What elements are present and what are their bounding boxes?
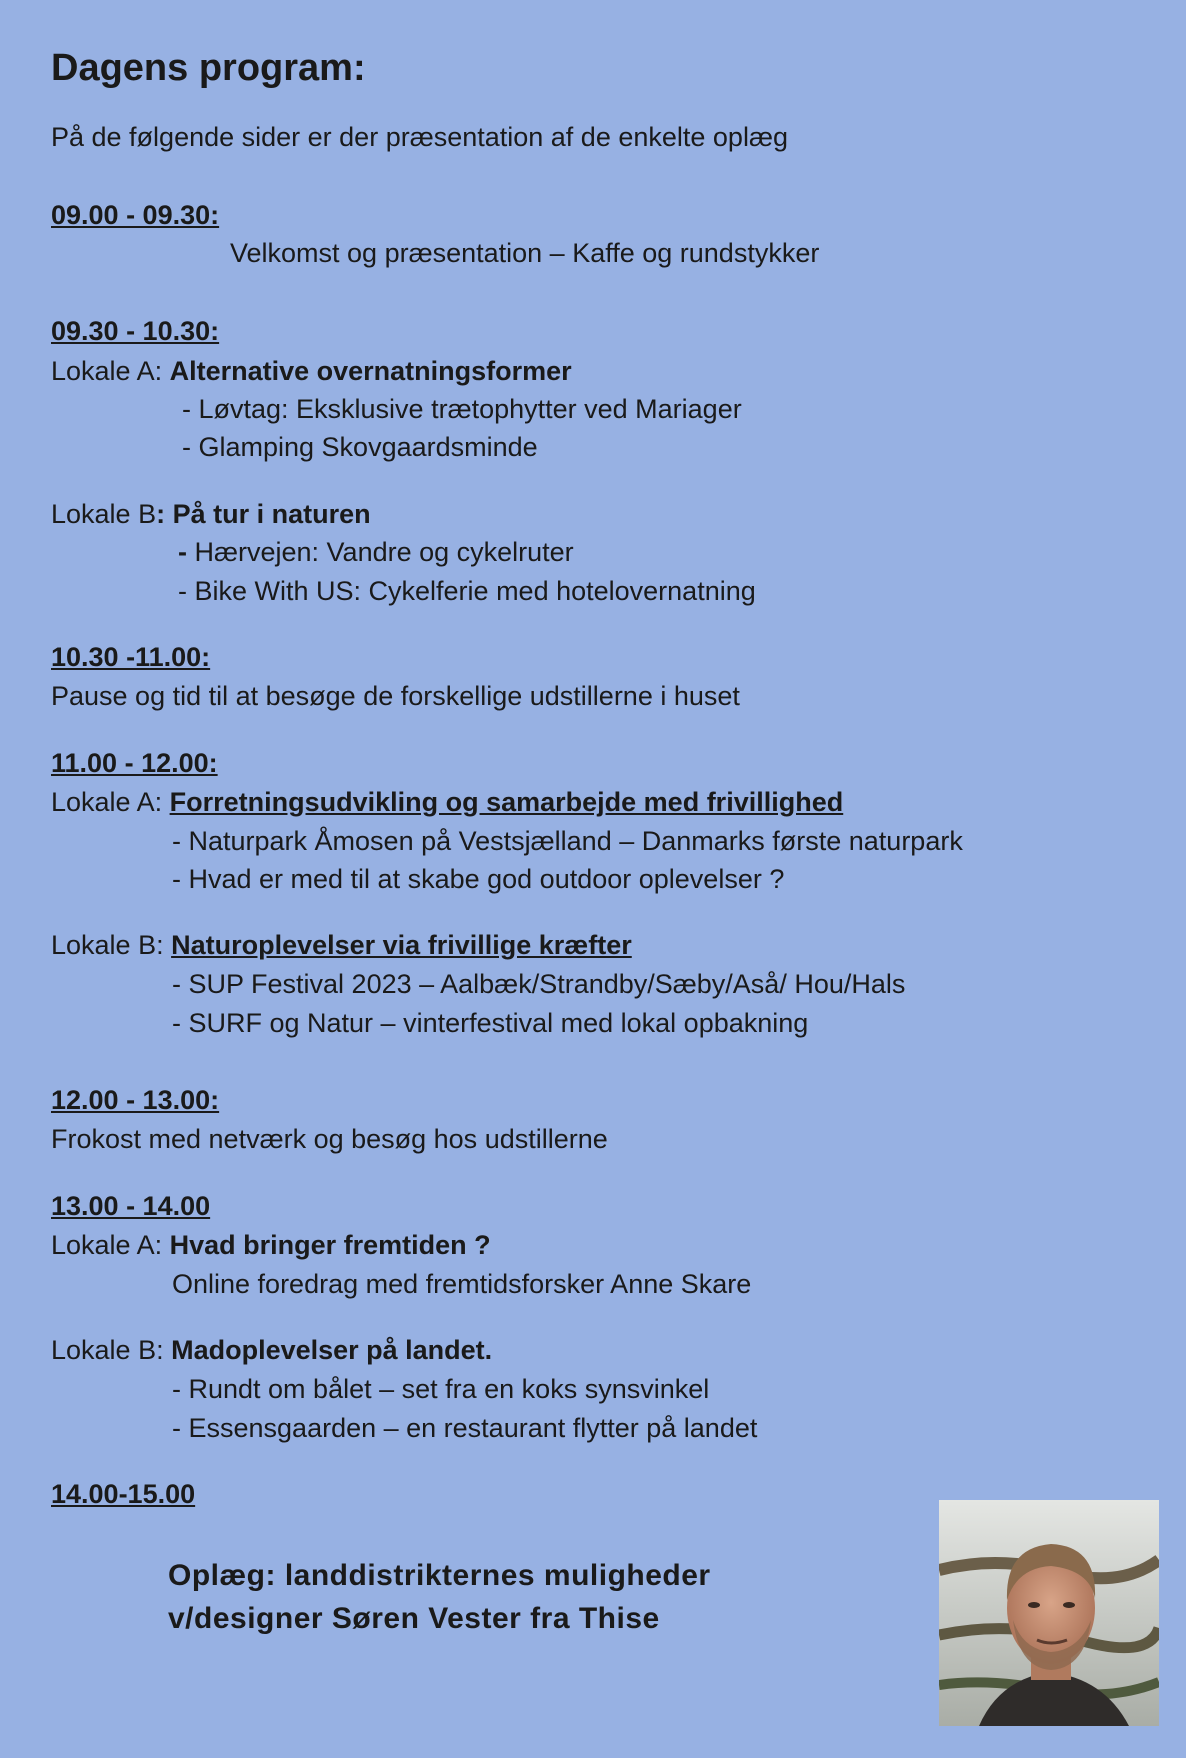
room-label: Lokale B: xyxy=(51,930,172,960)
time-slot-1030: 10.30 -11.00: xyxy=(51,642,211,672)
time-slot-1400: 14.00-15.00 xyxy=(51,1479,196,1509)
room-label: Lokale A: xyxy=(51,787,170,817)
list-item: - SUP Festival 2023 – Aalbæk/Strandby/Sæby/Aså/ Hou/Hals xyxy=(172,969,906,999)
speaker-line: v/designer Søren Vester fra Thise xyxy=(168,1602,660,1635)
room-b-line xyxy=(51,497,371,531)
room-b-line xyxy=(51,1333,492,1367)
closing-talk-title: Oplæg: landdistrikternes muligheder xyxy=(168,1559,711,1592)
list-item: Online foredrag med fremtidsforsker Anne Skare xyxy=(172,1269,752,1299)
intro-text: På de følgende sider er der præsentation af de enkelte oplæg xyxy=(51,122,788,152)
time-slot-1200: 12.00 - 13.00: xyxy=(51,1085,220,1115)
session-title: Naturoplevelser via frivillige kræfter xyxy=(171,930,632,960)
room-b-line xyxy=(51,928,632,962)
list-item: - Naturpark Åmosen på Vestsjælland – Danmarks første naturpark xyxy=(172,826,963,856)
list-item: - Hvad er med til at skabe god outdoor oplevelser ? xyxy=(172,864,785,894)
list-item: - Løvtag: Eksklusive trætophytter ved Mariager xyxy=(182,394,742,424)
room-a-line xyxy=(51,354,572,388)
room-a-line xyxy=(51,785,843,819)
session-title: Hvad bringer fremtiden ? xyxy=(169,1230,491,1260)
time-slot-1300: 13.00 - 14.00 xyxy=(51,1191,211,1221)
session-title: Forretningsudvikling og samarbejde med frivillighed xyxy=(169,787,844,817)
room-a-line xyxy=(51,1228,491,1262)
room-label: Lokale A: xyxy=(51,356,170,386)
list-item: - SURF og Natur – vinterfestival med lokal opbakning xyxy=(172,1008,809,1038)
time-slot-0900: 09.00 - 09.30: xyxy=(51,200,220,230)
room-label: Lokale A: xyxy=(51,1230,170,1260)
room-label: Lokale B: xyxy=(51,1335,172,1365)
speaker-portrait-image xyxy=(939,1500,1159,1726)
page-title: Dagens program: xyxy=(51,47,366,89)
speaker-photo xyxy=(939,1500,1159,1726)
time-slot-0930: 09.30 - 10.30: xyxy=(51,316,220,346)
session-title: Madoplevelser på landet. xyxy=(171,1335,493,1365)
list-item: - Bike With US: Cykelferie med hotelovernatning xyxy=(178,576,756,606)
welcome-text: Velkomst og præsentation – Kaffe og rundstykker xyxy=(230,238,820,268)
list-item xyxy=(178,535,574,569)
pause-text: Pause og tid til at besøge de forskellige udstillerne i huset xyxy=(51,681,740,711)
list-item-text: Hærvejen: Vandre og cykelruter xyxy=(194,537,574,567)
session-title: Alternative overnatningsformer xyxy=(169,356,572,386)
list-item: - Rundt om bålet – set fra en koks synsvinkel xyxy=(172,1374,710,1404)
lunch-text: Frokost med netværk og besøg hos udstillerne xyxy=(51,1124,608,1154)
list-item: - Essensgaarden – en restaurant flytter på landet xyxy=(172,1413,758,1443)
list-dash: - xyxy=(178,537,195,567)
list-item: - Glamping Skovgaardsminde xyxy=(182,432,538,462)
session-title: : På tur i naturen xyxy=(156,499,371,529)
time-slot-1100: 11.00 - 12.00: xyxy=(51,748,218,778)
room-label: Lokale B xyxy=(51,499,157,529)
